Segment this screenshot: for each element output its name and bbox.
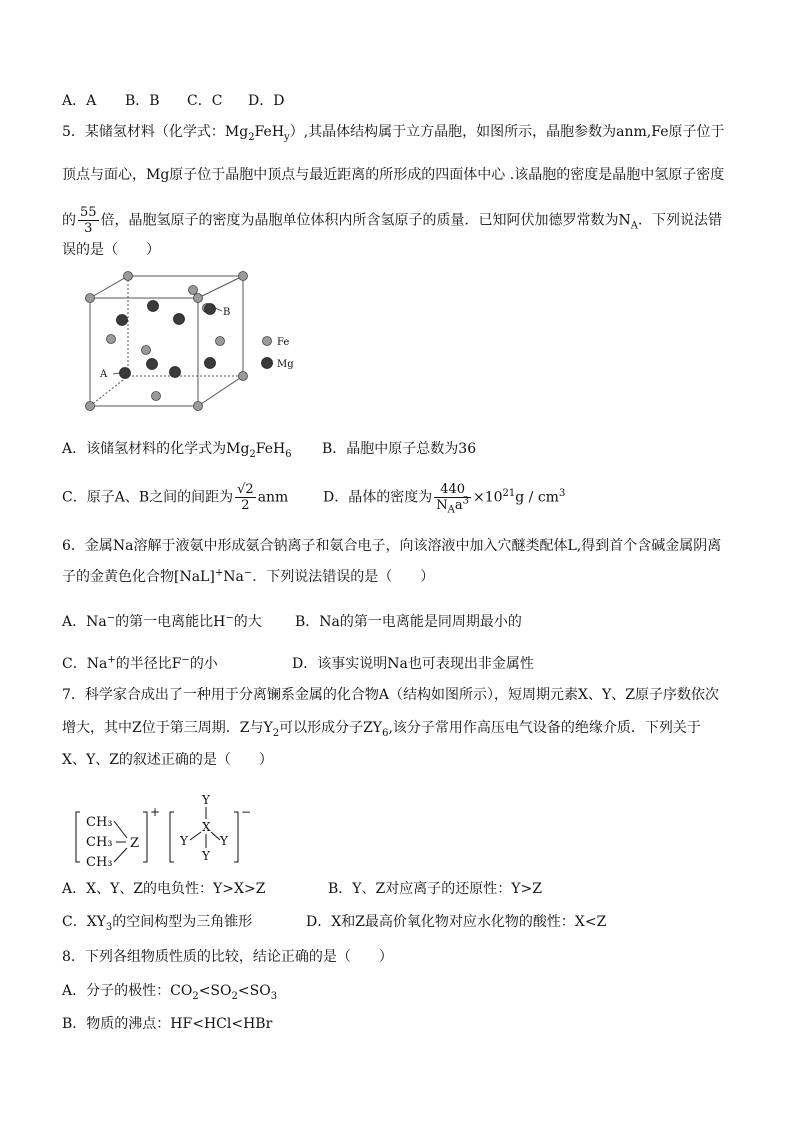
fraction-numerator: 55: [80, 205, 97, 220]
subscript: 6: [382, 727, 389, 739]
q7-stem-line-2: [62, 719, 701, 737]
fe-atom: [189, 286, 198, 295]
q7-option-a: A．X、Y、Z的电负性：Y>X>Z: [62, 881, 266, 897]
superscript: 3: [462, 495, 469, 507]
charge-minus: −: [241, 805, 252, 819]
atom-y-right: Y: [220, 834, 228, 848]
charge-plus: +: [150, 805, 161, 819]
q8-option-text: <SO: [237, 983, 271, 999]
den-text: N: [436, 498, 448, 513]
superscript: +: [214, 567, 224, 579]
q5-option-text: D．晶体的密度为: [323, 489, 433, 506]
fe-atom: [107, 335, 116, 344]
crystal-cell-figure: [80, 268, 320, 418]
fe-atom: [216, 337, 225, 346]
fe-atom: [152, 392, 161, 401]
q5-option-text: FeH: [255, 441, 286, 457]
mg-atom: [148, 301, 159, 312]
q5-text: 倍，晶胞氢原子的密度为晶胞单位体积内所含氢原子的质量．已知阿伏加德罗常数为N: [100, 212, 631, 229]
fe-atom: [86, 402, 95, 411]
atom-y-top: Y: [202, 793, 210, 807]
q4-option-c: C．C: [187, 93, 223, 109]
subscript: 3: [105, 921, 113, 933]
atom-x: X: [202, 820, 211, 834]
fe-atom: [194, 294, 203, 303]
superscript: 21: [502, 487, 516, 499]
q7-option-d: D．X和Z最高价氧化物对应水化物的酸性：X<Z: [306, 914, 607, 930]
subscript: 2: [249, 448, 256, 460]
fraction-denominator: 3: [84, 221, 93, 236]
q7-option-b: B．Y、Z对应离子的还原性：Y>Z: [328, 881, 542, 897]
mg-atoms: [117, 301, 216, 379]
fraction-sqrt2-2: [235, 482, 256, 513]
mg-atom: [147, 359, 158, 370]
fraction-numerator: 440: [434, 482, 471, 498]
q5-option-c: [62, 482, 288, 513]
ch3-3: CH₃: [86, 855, 113, 870]
superscript: 3: [558, 487, 566, 499]
superscript: +: [107, 654, 116, 666]
mg-atom-b: [205, 304, 216, 315]
legend-mg-label: Mg: [277, 359, 294, 370]
q5-option-text: C．原子A、B之间的间距为: [62, 489, 234, 506]
q5-subscript: 2: [248, 131, 255, 143]
q6-option-d: D．该事实说明Na也可表现出非金属性: [292, 656, 534, 672]
legend-fe-swatch: [263, 337, 272, 346]
q6-option-c: [62, 655, 218, 673]
q8-stem-line-1: 8．下列各组物质性质的比较，结论正确的是（ ）: [62, 949, 393, 965]
q7-text: 增大，其中Z位于第三周期．Z与Y: [62, 720, 273, 736]
fe-atom: [86, 294, 95, 303]
mg-atom-a: [120, 368, 131, 379]
q5-option-text: g / cm: [515, 489, 559, 506]
q5-option-text: A．该储氢材料的化学式为Mg: [62, 441, 250, 457]
q7-stem-line-3: X、Y、Z的叙述正确的是（ ）: [62, 752, 273, 768]
q8-option-text: <SO: [198, 983, 232, 999]
q4-option-d: D．D: [248, 93, 285, 109]
q4-option-a: A．A: [62, 93, 97, 109]
q5-stem-line-4: 误的是（ ）: [62, 242, 160, 258]
fraction-numerator: √2: [237, 482, 254, 497]
q5-subscript: A: [630, 220, 639, 232]
q5-option-a: [62, 440, 292, 458]
subscript: A: [447, 504, 455, 516]
q5-subscript: y: [284, 131, 290, 143]
q4-option-b: B．B: [125, 93, 160, 109]
atom-z: Z: [130, 836, 140, 851]
q5-option-text: ×10: [472, 489, 503, 506]
fe-atom: [142, 346, 151, 355]
q7-text: 可以形成分子ZY: [279, 720, 383, 736]
q6-option-text: 的小: [189, 656, 218, 672]
q7-text: ,该分子常用作高压电气设备的绝缘介质．下列关于: [388, 720, 701, 736]
q8-option-text: A．分子的极性：CO: [62, 983, 193, 999]
q5-stem-line-3: [62, 205, 722, 236]
subscript: 2: [192, 990, 199, 1002]
superscript: −: [243, 567, 253, 579]
q5-text: ）,其晶体结构属于立方晶胞，如图所示，晶胞参数为anm,Fe原子位于: [289, 124, 725, 140]
q6-option-text: A．Na: [62, 614, 107, 630]
compound-a-structure: [70, 790, 270, 875]
subscript: 2: [272, 727, 280, 739]
atom-y-bottom: Y: [202, 849, 210, 863]
q7-option-text: C．XY: [62, 914, 106, 930]
fe-atom: [124, 272, 133, 281]
q5-option-text: anm: [257, 489, 289, 506]
q5-text: FeH: [254, 124, 285, 140]
q6-option-text: 的第一电离能比H: [115, 614, 226, 630]
q7-option-c: [62, 913, 252, 931]
fe-atom: [194, 402, 203, 411]
q6-option-text: 的半径比F: [115, 656, 182, 672]
ch3-2: CH₃: [86, 835, 113, 850]
den-text: a: [454, 498, 463, 513]
ch3-1: CH₃: [86, 815, 113, 830]
q6-option-b: B．Na的第一电离能是同周期最小的: [295, 614, 522, 630]
fraction-density: [434, 482, 471, 516]
fe-atom: [239, 272, 248, 281]
q6-option-a: [62, 613, 262, 631]
q5-option-b: B．晶胞中原子总数为36: [322, 441, 477, 457]
q6-text: Na: [223, 569, 244, 585]
fraction-55-3: [78, 205, 99, 236]
q6-text: ．下列说法错误的是（ ）: [252, 569, 435, 585]
label-b: B: [223, 307, 231, 318]
q5-stem-line-1: [62, 123, 724, 141]
superscript: −: [181, 654, 190, 666]
mg-atom: [170, 367, 181, 378]
fraction-denominator: 2: [241, 498, 250, 513]
q5-text: 5．某储氢材料（化学式：Mg: [62, 124, 249, 140]
q5-stem-line-2: 顶点与面心，Mg原子位于晶胞中顶点与最近距离的所形成的四面体中心 .该晶胞的密度是晶胞中氢原子密度: [62, 167, 725, 183]
q7-stem-line-1: 7．科学家合成出了一种用于分离镧系金属的化合物A（结构如图所示），短周期元素X、Y、Z原子序数依次: [62, 687, 719, 703]
mg-atom: [174, 314, 185, 325]
subscript: 2: [231, 990, 238, 1002]
q5-text: 的: [62, 212, 76, 229]
label-a: A: [100, 369, 108, 380]
q5-text: ．下列说法错: [638, 212, 723, 229]
mg-atom: [205, 358, 216, 369]
subscript: 6: [285, 448, 292, 460]
q6-stem-line-2: [62, 568, 434, 586]
fe-atom: [239, 372, 248, 381]
mg-atom: [117, 315, 128, 326]
legend-fe-label: Fe: [277, 337, 290, 348]
q7-option-text: 的空间构型为三角锥形: [112, 914, 253, 930]
fraction-denominator: [434, 495, 471, 516]
q5-option-d: [323, 482, 566, 516]
q6-option-text: 的大: [233, 614, 262, 630]
superscript: −: [106, 612, 116, 624]
q8-option-b: B．物质的沸点：HF<HCl<HBr: [62, 1016, 273, 1032]
legend-mg-swatch: [262, 358, 273, 369]
q6-option-text: C．Na: [62, 656, 108, 672]
superscript: −: [225, 612, 234, 624]
q8-option-a: [62, 982, 277, 1000]
subscript: 3: [270, 990, 278, 1002]
atom-y-left: Y: [180, 834, 188, 848]
q6-text: 子的金黄色化合物[NaL]: [62, 569, 215, 585]
q6-stem-line-1: 6．金属Na溶解于液氨中形成氨合钠离子和氨合电子，向该溶液中加入穴醚类配体L,得到首个含碱金属阴离: [62, 538, 722, 554]
